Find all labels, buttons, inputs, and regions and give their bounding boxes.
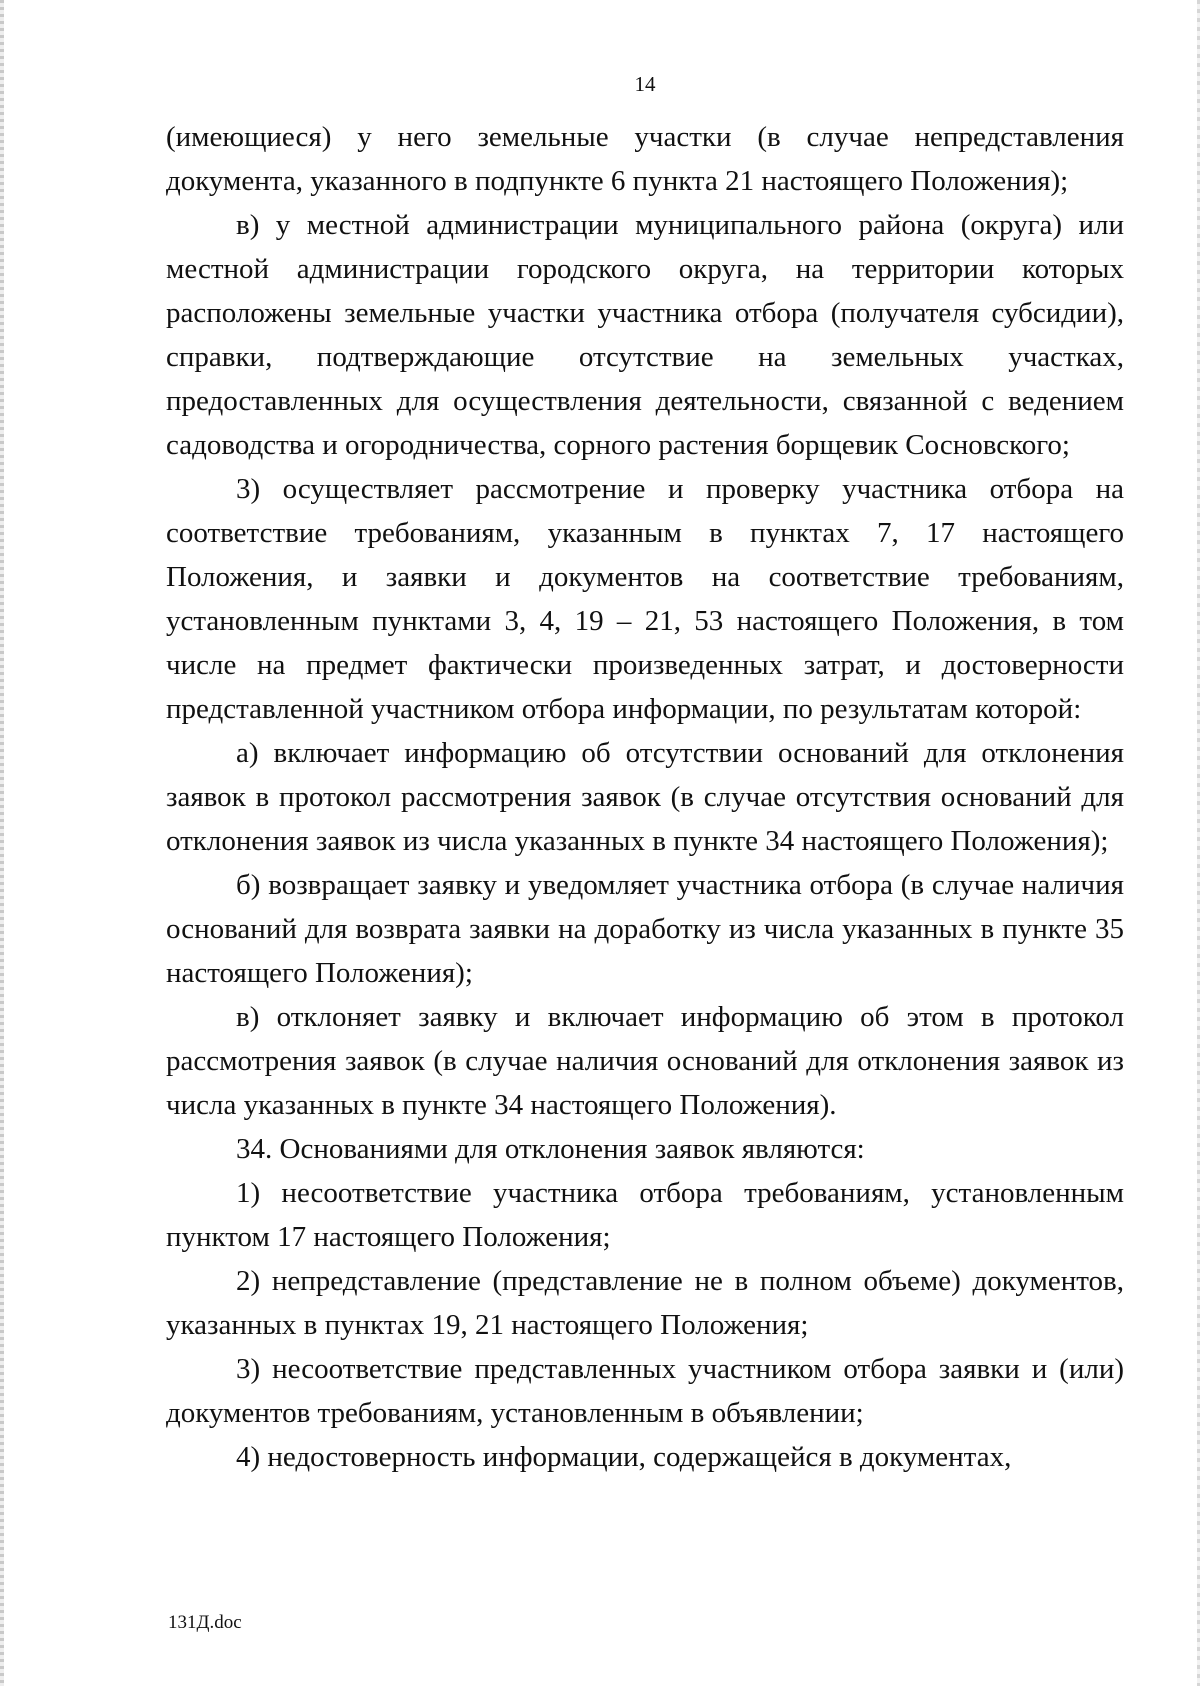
- paragraph-item-3: 3) осуществляет рассмотрение и проверку участника отбора на соответствие требованиям, указанным в пунктах 7, 17 настоящего Положения, и заявки и документов на соответствие требованиям, установленным пунктами 3, 4, 19 – 21, 53 настоящего Положения, в том числе на предмет фактически произведенных затрат, и достоверности представленной участником отбора информации, по результатам которой:: [166, 473, 1124, 725]
- paragraph-continuation: (имеющиеся) у него земельные участки (в случае непредставления документа, указанного в подпункте 6 пункта 21 настоящего Положения);: [166, 121, 1124, 197]
- paragraph-ground-3: 3) несоответствие представленных участником отбора заявки и (или) документов требованиям, установленным в объявлении;: [166, 1353, 1124, 1429]
- scan-edge-left: [0, 0, 4, 1686]
- footer-filename: 131Д.doc: [168, 1612, 242, 1633]
- page-number: 14: [634, 72, 656, 96]
- document-body: [166, 115, 1124, 1479]
- paragraph-subitem-v-reject: в) отклоняет заявку и включает информацию об этом в протокол рассмотрения заявок (в случае наличия оснований для отклонения заявок из числа указанных в пункте 34 настоящего Положения).: [166, 1001, 1124, 1121]
- paragraph-ground-4: 4) недостоверность информации, содержащейся в документах,: [236, 1441, 1012, 1473]
- paragraph-section-34: 34. Основаниями для отклонения заявок являются:: [236, 1133, 865, 1165]
- paragraph-subitem-a: а) включает информацию об отсутствии оснований для отклонения заявок в протокол рассмотрения заявок (в случае отсутствия оснований для отклонения заявок из числа указанных в пункте 34 настоящего Положения);: [166, 737, 1124, 857]
- paragraph-subitem-b: б) возвращает заявку и уведомляет участника отбора (в случае наличия оснований для возврата заявки на доработку из числа указанных в пункте 35 настоящего Положения);: [166, 869, 1124, 989]
- paragraph-ground-1: 1) несоответствие участника отбора требованиям, установленным пунктом 17 настоящего Положения;: [166, 1177, 1124, 1253]
- paragraph-ground-2: 2) непредставление (представление не в полном объеме) документов, указанных в пунктах 19, 21 настоящего Положения;: [166, 1265, 1124, 1341]
- paragraph-subitem-v: в) у местной администрации муниципального района (округа) или местной администрации городского округа, на территории которых расположены земельные участки участника отбора (получателя субсидии), справки, подтверждающие отсутствие на земельных участках, предоставленных для осуществления деятельности, связанной с ведением садоводства и огородничества, сорного растения борщевик Сосновского;: [166, 209, 1124, 461]
